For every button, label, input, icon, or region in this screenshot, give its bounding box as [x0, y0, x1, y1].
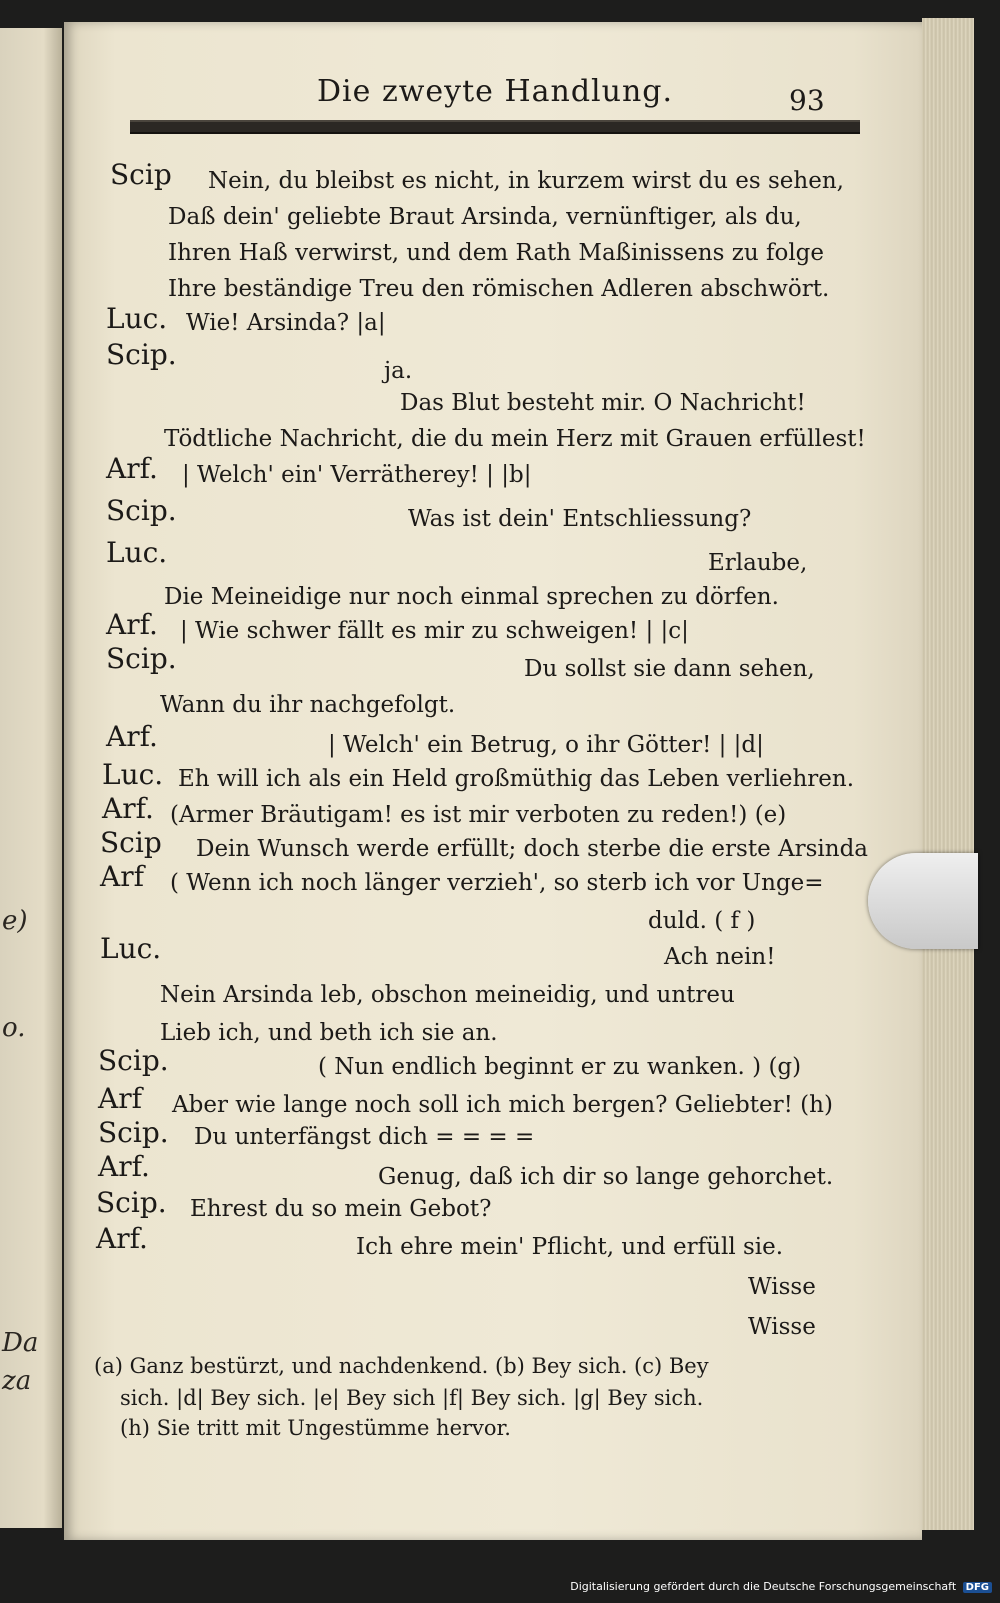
dialogue-line: Aber wie lange noch soll ich mich bergen? Geliebter! (h) [172, 1092, 833, 1118]
dialogue-line: ( Nun endlich beginnt er zu wanken. ) (g) [318, 1054, 802, 1080]
page-edge-stack [922, 18, 974, 1530]
dialogue-line: Dein Wunsch werde erfüllt; doch sterbe die erste Arsinda [196, 836, 869, 862]
catchword: Wisse [748, 1314, 816, 1340]
dialogue-line: | Wie schwer fällt es mir zu schweigen! | |c| [180, 618, 689, 644]
speaker-label: Scip. [98, 1044, 169, 1077]
dfg-logo: DFG [963, 1582, 992, 1593]
dialogue-line: Was ist dein' Entschliessung? [408, 506, 752, 532]
dialogue-line: Ihren Haß verwirst, und dem Rath Maßinissens zu folge [168, 240, 825, 266]
running-header: Die zweyte Handlung. [317, 74, 674, 109]
speaker-label: Luc. [100, 932, 162, 965]
footnote-line: sich. |d| Bey sich. |e| Bey sich |f| Bey sich. |g| Bey sich. [120, 1386, 704, 1410]
speaker-label: Arf. [106, 608, 158, 641]
credit-text: Digitalisierung gefördert durch die Deutsche Forschungsgemeinschaft [570, 1580, 957, 1593]
dialogue-line: Ach nein! [664, 944, 776, 970]
speaker-label: Luc. [106, 536, 168, 569]
dialogue-line: Erlaube, [708, 550, 808, 576]
header-rule [130, 120, 860, 134]
speaker-label: Arf. [96, 1222, 148, 1255]
margin-fragment: za [2, 1366, 32, 1396]
speaker-label: Luc. [102, 758, 164, 791]
dialogue-line: Ich ehre mein' Pflicht, und erfüll sie. [356, 1234, 784, 1260]
dialogue-line: Nein Arsinda leb, obschon meineidig, und untreu [160, 982, 735, 1008]
footnote-line: (a) Ganz bestürzt, und nachdenkend. (b) Bey sich. (c) Bey [94, 1354, 709, 1378]
dialogue-line: Lieb ich, und beth ich sie an. [160, 1020, 498, 1046]
speaker-label: Arf. [106, 720, 158, 753]
dialogue-line: | Welch' ein' Verrätherey! | |b| [182, 462, 532, 488]
page-clip-tab [868, 853, 978, 949]
speaker-label: Scip. [106, 494, 177, 527]
dialogue-line: Wann du ihr nachgefolgt. [160, 692, 456, 718]
speaker-label: Scip. [98, 1116, 169, 1149]
left-page-edge [0, 28, 62, 1528]
speaker-label: Scip. [106, 338, 177, 371]
speaker-label: Scip [110, 158, 172, 191]
margin-fragment: e) [2, 906, 28, 936]
dialogue-line: Tödtliche Nachricht, die du mein Herz mit Grauen erfüllest! [164, 426, 866, 452]
dialogue-line: Ehrest du so mein Gebot? [190, 1196, 492, 1222]
dialogue-line: Genug, daß ich dir so lange gehorchet. [378, 1164, 834, 1190]
footnote-line: (h) Sie tritt mit Ungestümme hervor. [120, 1416, 511, 1440]
speaker-label: Arf. [102, 792, 154, 825]
speaker-label: Scip. [106, 642, 177, 675]
dialogue-line: Eh will ich als ein Held großmüthig das Leben verliehren. [178, 766, 855, 792]
speaker-label: Luc. [106, 302, 168, 335]
page-number: 93 [789, 84, 825, 117]
speaker-label: Arf [98, 1082, 142, 1115]
speaker-label: Arf. [106, 452, 158, 485]
dialogue-line: ( Wenn ich noch länger verzieh', so sterb ich vor Unge= [170, 870, 824, 896]
dialogue-line: duld. ( f ) [648, 908, 756, 934]
dialogue-line: Die Meineidige nur noch einmal sprechen zu dörfen. [164, 584, 779, 610]
speaker-label: Scip [100, 826, 162, 859]
digitization-credit [570, 1580, 992, 1593]
dialogue-line: Daß dein' geliebte Braut Arsinda, vernünftiger, als du, [168, 204, 802, 230]
dialogue-line: ja. [384, 358, 413, 384]
dialogue-line: Nein, du bleibst es nicht, in kurzem wirst du es sehen, [208, 168, 844, 194]
dialogue-line: | Welch' ein Betrug, o ihr Götter! | |d| [328, 732, 764, 758]
book-page [64, 22, 922, 1540]
margin-fragment: o. [2, 1013, 26, 1043]
dialogue-line: Wisse [748, 1274, 816, 1300]
speaker-label: Arf. [98, 1150, 150, 1183]
dialogue-line: (Armer Bräutigam! es ist mir verboten zu reden!) (e) [170, 802, 787, 828]
speaker-label: Scip. [96, 1186, 167, 1219]
dialogue-line: Ihre beständige Treu den römischen Adleren abschwört. [168, 276, 830, 302]
dialogue-line: Wie! Arsinda? |a| [186, 310, 386, 336]
dialogue-line: Du sollst sie dann sehen, [524, 656, 815, 682]
dialogue-line: Das Blut besteht mir. O Nachricht! [400, 390, 806, 416]
speaker-label: Arf [100, 860, 144, 893]
dialogue-line: Du unterfängst dich = = = = [194, 1124, 535, 1150]
margin-fragment: Da [2, 1328, 39, 1358]
